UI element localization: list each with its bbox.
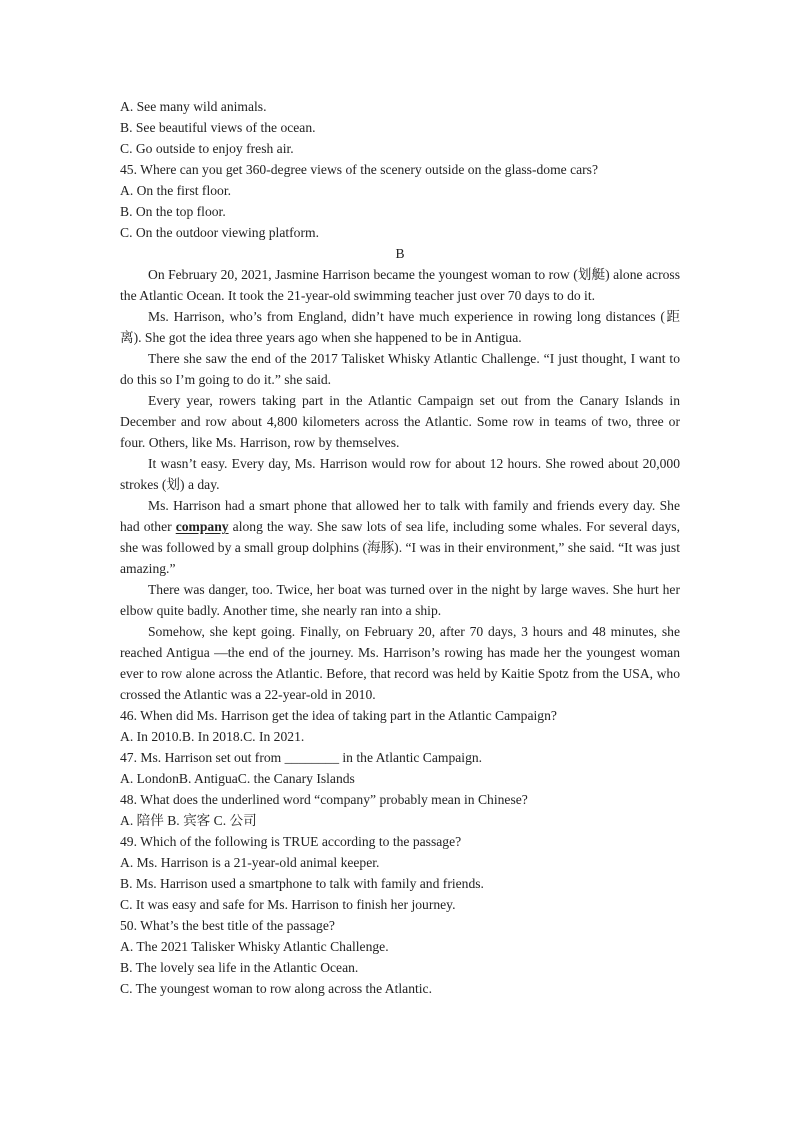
q45-option-b: B. On the top floor.	[120, 204, 226, 219]
passage-paragraph-4: Every year, rowers taking part in the Atlantic Campaign set out from the Canary Islands in December and row about 4,800 kilometers across the Atlantic. Some row in teams of two, three or four. Others, like Ms. Harrison, row by themselves.	[120, 393, 680, 450]
q46-options: A. In 2010.B. In 2018.C. In 2021.	[120, 729, 305, 744]
section-heading: B	[395, 246, 405, 261]
q49-option-b: B. Ms. Harrison used a smartphone to talk with family and friends.	[120, 876, 484, 891]
passage-paragraph-3: There she saw the end of the 2017 Talisket Whisky Atlantic Challenge. “I just thought, I want to do this so I’m going to do it.” she said.	[120, 351, 680, 387]
q49-option-c: C. It was easy and safe for Ms. Harrison to finish her journey.	[120, 897, 456, 912]
q49-question: 49. Which of the following is TRUE according to the passage?	[120, 834, 462, 849]
q44-option-c: C. Go outside to enjoy fresh air.	[120, 141, 294, 156]
q50-question: 50. What’s the best title of the passage?	[120, 918, 335, 933]
q45-option-c: C. On the outdoor viewing platform.	[120, 225, 319, 240]
q46-question: 46. When did Ms. Harrison get the idea of taking part in the Atlantic Campaign?	[120, 708, 557, 723]
page-content	[120, 96, 680, 999]
q44-option-a: A. See many wild animals.	[120, 99, 267, 114]
q44-option-b: B. See beautiful views of the ocean.	[120, 120, 316, 135]
passage-paragraph-6	[120, 495, 680, 579]
paragraph-6-text-before: Ms. Harrison had a smart phone that allowed her to talk with family and friends every day. She had other	[120, 498, 680, 534]
passage-paragraph-1: On February 20, 2021, Jasmine Harrison became the youngest woman to row (划艇) alone across the Atlantic Ocean. It took the 21-year-old swimming teacher just over 70 days to do it.	[120, 267, 680, 303]
passage-paragraph-5: It wasn’t easy. Every day, Ms. Harrison would row for about 12 hours. She rowed about 20,000 strokes (划) a day.	[120, 456, 680, 492]
q50-option-c: C. The youngest woman to row along across the Atlantic.	[120, 981, 432, 996]
q47-question: 47. Ms. Harrison set out from ________ in the Atlantic Campaign.	[120, 750, 483, 765]
q45-question: 45. Where can you get 360-degree views of the scenery outside on the glass-dome cars?	[120, 162, 599, 177]
paragraph-6-text-after: along the way. She saw lots of sea life, including some whales. For several days, she was followed by a small group dolphins (海豚). “I was in their environment,” she said. “It was just amazing.”	[120, 519, 680, 576]
q48-options: A. 陪伴 B. 宾客 C. 公司	[120, 813, 257, 828]
q48-question: 48. What does the underlined word “company” probably mean in Chinese?	[120, 792, 528, 807]
passage-paragraph-2: Ms. Harrison, who’s from England, didn’t have much experience in rowing long distances (距离). She got the idea three years ago when she happened to be in Antigua.	[120, 309, 680, 345]
q50-option-b: B. The lovely sea life in the Atlantic Ocean.	[120, 960, 359, 975]
q50-option-a: A. The 2021 Talisker Whisky Atlantic Challenge.	[120, 939, 389, 954]
passage-paragraph-8: Somehow, she kept going. Finally, on February 20, after 70 days, 3 hours and 48 minutes, she reached Antigua —the end of the journey. Ms. Harrison’s rowing has made her the youngest woman ever to row alone across the Atlantic. Before, that record was held by Kaitie Spotz from the USA, who crossed the Atlantic was a 22-year-old in 2010.	[120, 624, 680, 702]
q49-option-a: A. Ms. Harrison is a 21-year-old animal keeper.	[120, 855, 380, 870]
passage-paragraph-7: There was danger, too. Twice, her boat was turned over in the night by large waves. She hurt her elbow quite badly. Another time, she nearly ran into a ship.	[120, 582, 680, 618]
q47-options: A. LondonB. AntiguaC. the Canary Islands	[120, 771, 355, 786]
underlined-keyword: company	[175, 519, 229, 534]
q45-option-a: A. On the first floor.	[120, 183, 231, 198]
